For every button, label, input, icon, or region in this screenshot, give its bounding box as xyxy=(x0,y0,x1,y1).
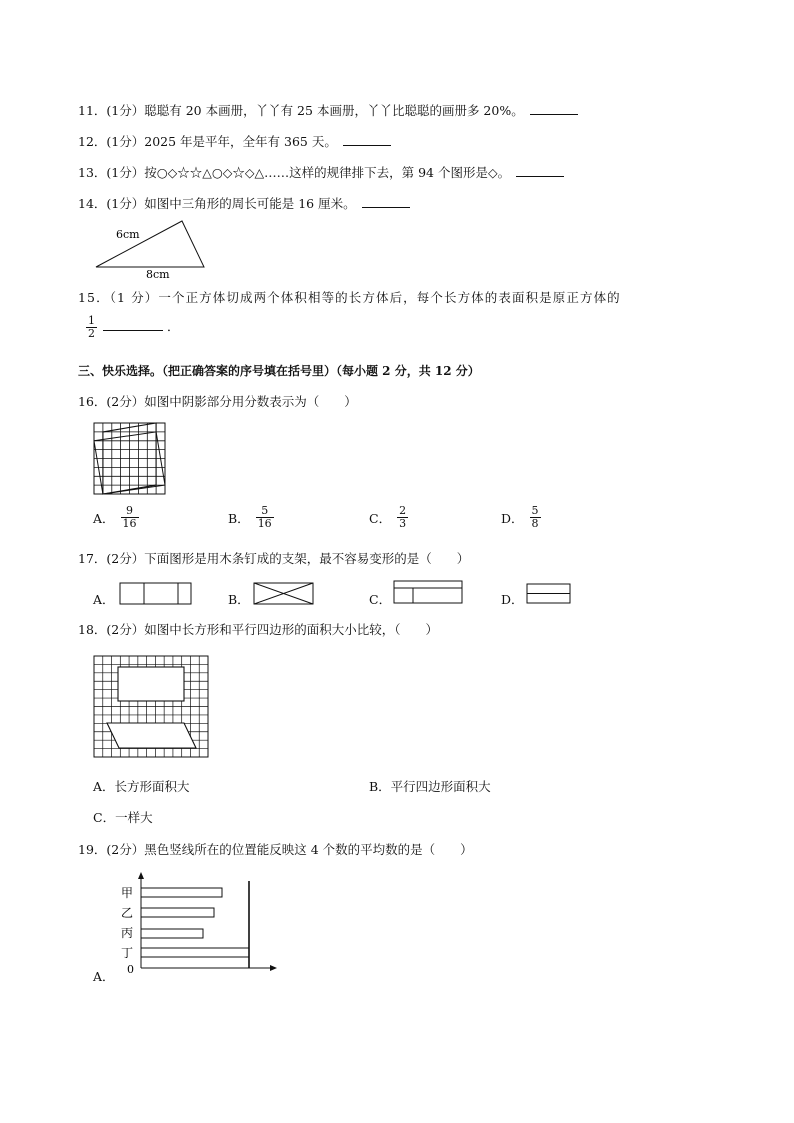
bar-average-figure xyxy=(115,872,280,977)
question-12-text: 12．(1分）2025 年是平年，全年有 365 天。 xyxy=(78,134,337,149)
frame-figure-a xyxy=(119,582,193,606)
option-d[interactable]: D． $\frac{5}{8}$ xyxy=(501,504,539,530)
option-a[interactable]: A． $\frac{9}{16}$ xyxy=(93,504,137,530)
question-11-text: 11．(1分）聪聪有 20 本画册，丫丫有 25 本画册，丫丫比聪聪的画册多 20%。 xyxy=(78,103,524,118)
answer-blank[interactable] xyxy=(103,318,163,331)
origin-label: 0 xyxy=(127,963,134,976)
row-label-jia: 甲 xyxy=(121,886,134,900)
option-b[interactable]: B． $\frac{5}{16}$ xyxy=(228,504,272,530)
answer-blank[interactable] xyxy=(516,164,564,177)
question-11 xyxy=(78,102,578,120)
option-a[interactable]: A． xyxy=(93,969,115,984)
frame-figure-b xyxy=(253,582,315,606)
option-b[interactable]: B． xyxy=(228,592,250,607)
section-heading: 三、快乐选择。（把正确答案的序号填在括号里）（每小题 2 分，共 12 分） xyxy=(78,364,480,378)
question-15-text: 15．（1 分）一个正方体切成两个体积相等的长方体后，每个长方体的表面积是原正方体的 xyxy=(78,290,621,305)
row-label-yi: 乙 xyxy=(121,906,134,920)
question-18-text: 18．(2分）如图中长方形和平行四边形的面积大小比较，（ ） xyxy=(78,622,438,637)
fraction: $\frac{2}{3}$ xyxy=(399,504,407,530)
triangle-figure xyxy=(90,218,215,280)
end-dot: ． xyxy=(167,319,180,334)
option-a[interactable]: A．长方形面积大 xyxy=(93,779,190,794)
fraction: $\frac{5}{8}$ xyxy=(531,504,539,530)
option-d[interactable]: D． xyxy=(501,592,524,607)
question-13 xyxy=(78,164,564,182)
question-17-text: 17．(2分）下面图形是用木条钉成的支架，最不容易变形的是（ ） xyxy=(78,551,470,566)
question-15-continued xyxy=(86,315,180,340)
question-19-text: 19．(2分）黑色竖线所在的位置能反映这 4 个数的平均数的是（ ） xyxy=(78,842,473,857)
frame-figure-c xyxy=(393,580,464,605)
question-16 xyxy=(78,393,357,411)
answer-blank[interactable] xyxy=(343,133,391,146)
question-16-text: 16．(2分）如图中阴影部分用分数表示为（ ） xyxy=(78,394,357,409)
fraction: $\frac{1}{2}$ xyxy=(88,314,95,340)
question-12 xyxy=(78,133,391,151)
row-label-ding: 丁 xyxy=(121,946,134,960)
question-14 xyxy=(78,195,410,213)
question-18 xyxy=(78,621,438,639)
question-13-text: 13．(1分）按○◇☆☆△○◇☆◇△……这样的规律排下去，第 94 个图形是◇。 xyxy=(78,165,511,180)
triangle-base-label: 8cm xyxy=(146,268,170,280)
question-15 xyxy=(78,289,621,307)
option-c[interactable]: C．一样大 xyxy=(93,810,153,825)
fraction: $\frac{5}{16}$ xyxy=(257,504,272,530)
rectangle-parallelogram-grid-figure xyxy=(93,655,210,759)
tilted-square-grid-figure xyxy=(93,422,167,496)
option-c[interactable]: C． $\frac{2}{3}$ xyxy=(369,504,407,530)
row-label-bing: 丙 xyxy=(121,926,134,940)
option-a[interactable]: A． xyxy=(93,592,115,607)
question-19 xyxy=(78,841,473,859)
option-b[interactable]: B．平行四边形面积大 xyxy=(369,779,491,794)
question-17 xyxy=(78,550,469,568)
option-c[interactable]: C． xyxy=(369,592,392,607)
question-14-text: 14．(1分）如图中三角形的周长可能是 16 厘米。 xyxy=(78,196,356,211)
answer-blank[interactable] xyxy=(362,195,410,208)
frame-figure-d xyxy=(526,583,572,605)
fraction: $\frac{9}{16}$ xyxy=(122,504,137,530)
triangle-side-label: 6cm xyxy=(116,228,140,241)
answer-blank[interactable] xyxy=(530,102,578,115)
